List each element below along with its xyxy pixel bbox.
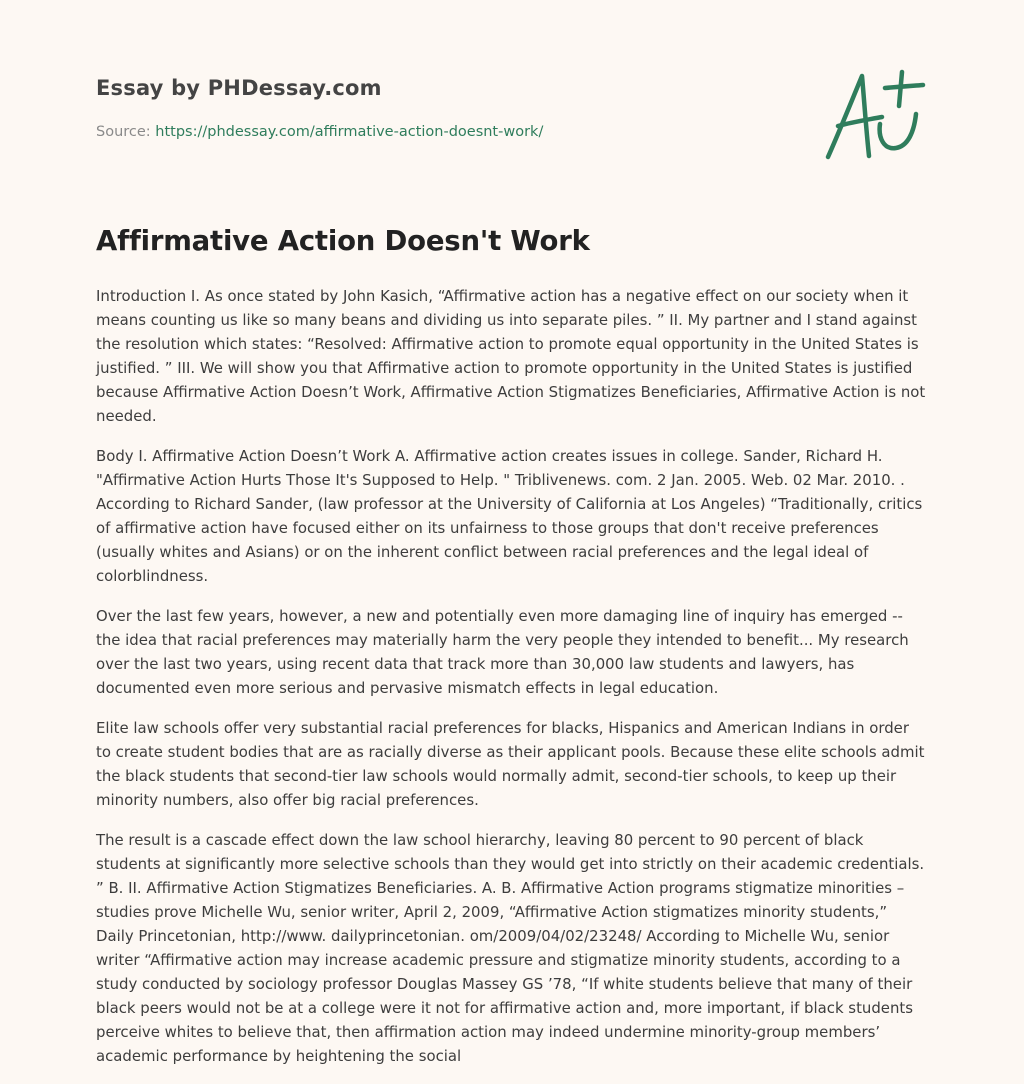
source-label: Source: [96,124,156,140]
source-link[interactable]: https://phdessay.com/affirmative-action-doesnt-work/ [155,124,544,140]
paragraph: The result is a cascade effect down the law school hierarchy, leaving 80 percent to 90 percent of black students at significantly more selective schools than they would get into strictly on their academic credentials. ” B. II. Affirmative Action Stigmatizes Beneficiaries. A. B. Affirmative Action programs stigmatize minorities – studies prove Michelle Wu, senior writer, April 2, 2009, “Affirmative Action stigmatizes minority students,” Daily Princetonian, http://www. dailyprincetonian. om/2009/04/02/23248/ According to Michelle Wu, senior writer “Affirmative action may increase academic pressure and stigmatize minority students, according to a study conducted by sociology professor Douglas Massey GS ’78, “If white students believe that many of their black peers would not be at a college were it not for affirmative action and, more important, if black students perceive whites to believe that, then affirmation action may indeed undermine minority-group members’ academic performance by heightening the social [96,831,925,1065]
source-line [96,124,543,140]
a-plus-grade-icon [822,68,928,164]
paragraph: Body I. Affirmative Action Doesn’t Work A. Affirmative action creates issues in college. Sander, Richard H. "Affirmative Action Hurts Those It's Supposed to Help. " Triblivenews. com. 2 Jan. 2005. Web. 02 Mar. 2010. . According to Richard Sander, (law professor at the University of California at Los Angeles) “Traditionally, critics of affirmative action have focused either on its unfairness to those groups that don't receive preferences (usually whites and Asians) or on the inherent conflict between racial preferences and the legal ideal of colorblindness. [96,447,923,585]
paragraph: Introduction I. As once stated by John Kasich, “Affirmative action has a negative effect on our society when it means counting us like so many beans and dividing us into separate piles. ” II. My partner and I stand against the resolution which states: “Resolved: Affirmative action to promote equal opportunity in the United States is justified. ” III. We will show you that Affirmative action to promote opportunity in the United States is justified because Affirmative Action Doesn’t Work, Affirmative Action Stigmatizes Beneficiaries, Affirmative Action is not needed. [96,287,926,425]
paragraph: Elite law schools offer very substantial racial preferences for blacks, Hispanics and American Indians in order to create student bodies that are as racially diverse as their applicant pools. Because these elite schools admit the black students that second-tier law schools would normally admit, second-tier schools, to keep up their minority numbers, also offer big racial preferences. [96,719,925,809]
site-title: Essay by PHDessay.com [96,76,382,100]
essay-title: Affirmative Action Doesn't Work [96,225,590,257]
paragraph: Over the last few years, however, a new and potentially even more damaging line of inquiry has emerged -- the idea that racial preferences may materially harm the very people they intended to benefit... My research over the last two years, using recent data that track more than 30,000 law students and lawyers, has documented even more serious and pervasive mismatch effects in legal education. [96,607,909,697]
essay-body [96,284,928,1084]
